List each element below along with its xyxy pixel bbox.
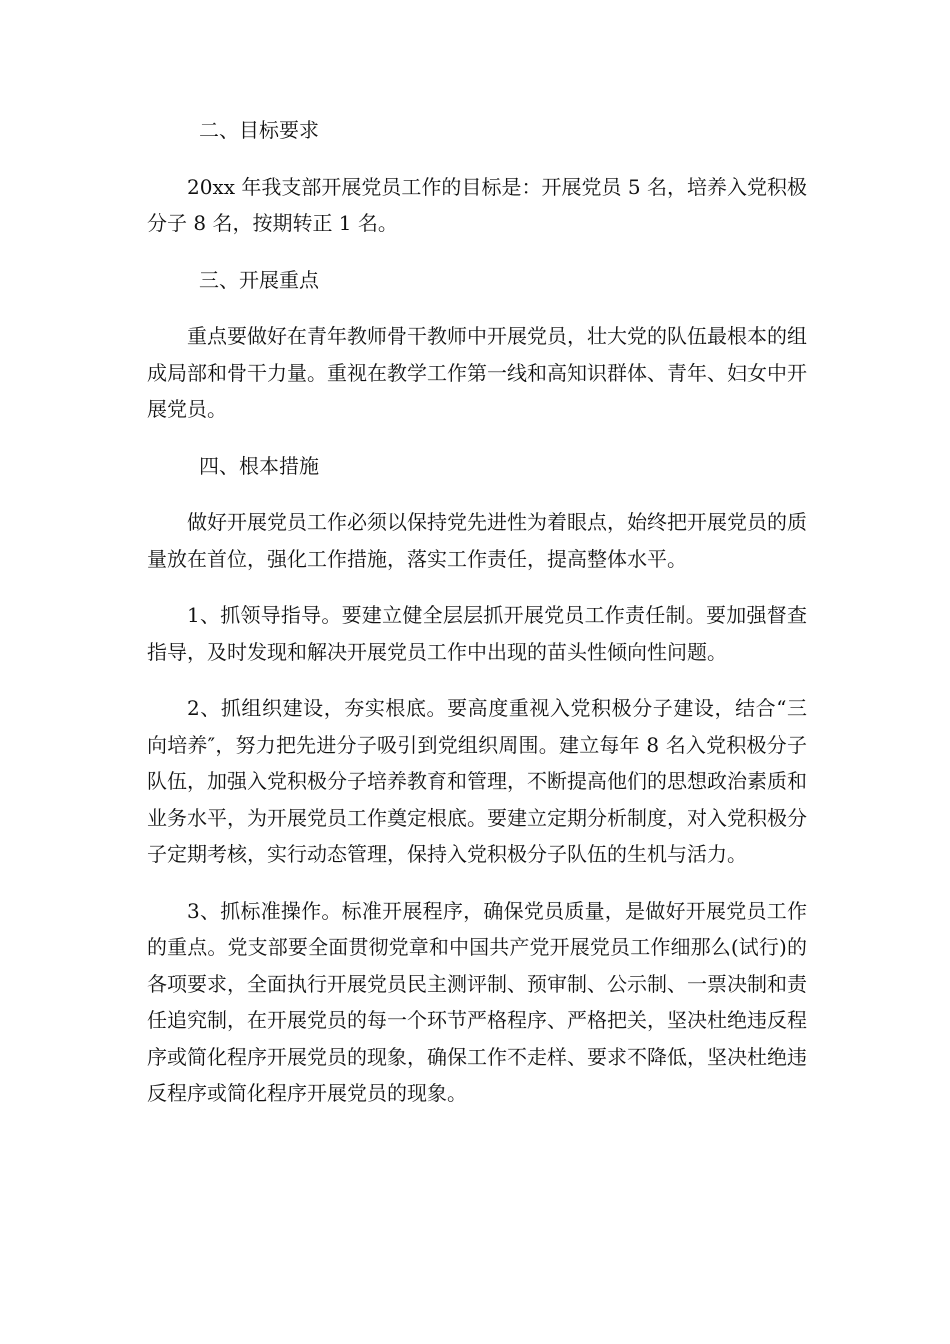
goals-paragraph: 20xx 年我支部开展党员工作的目标是：开展党员 5 名，培养入党积极分子 8 名，按期转正 1 名。 [147, 174, 807, 235]
measure-item-1: 1、抓领导指导。要建立健全层层抓开展党员工作责任制。要加强督查指导，及时发现和解决开展党员工作中出现的苗头性倾向性问题。 [147, 603, 807, 664]
measure-item-3: 3、抓标准操作。标准开展程序，确保党员质量，是做好开展党员工作的重点。党支部要全面贯彻党章和中国共产党开展党员工作细那么(试行)的各项要求，全面执行开展党员民主测评制、预审制、公示制、一票决制和责任追究制，在开展党员的每一个环节严格程序、严格把关，坚决杜绝违反程序或简化程序开展党员的现象，确保工作不走样、要求不降低，坚决杜绝违反程序或简化程序开展党员的现象。 [147, 898, 807, 1105]
section-heading-measures: 四、根本措施 [199, 453, 319, 478]
measures-intro-paragraph: 做好开展党员工作必须以保持党先进性为着眼点，始终把开展党员的质量放在首位，强化工作措施，落实工作责任，提高整体水平。 [147, 510, 807, 571]
section-heading-goals: 二、目标要求 [199, 118, 319, 142]
section-heading-focus: 三、开展重点 [199, 267, 319, 292]
document-body [147, 112, 807, 1132]
measure-item-2: 2、抓组织建设，夯实根底。要高度重视入党积极分子建设，结合“三向培养″，努力把先进分子吸引到党组织周围。建立每年 8 名入党积极分子队伍，加强入党积极分子培养教育和管理，不断提高他们的思想政治素质和业务水平，为开展党员工作奠定根底。要建立定期分析制度，对入党积极分子定期考核，实行动态管理，保持入党积极分子队伍的生机与活力。 [147, 696, 807, 866]
focus-paragraph: 重点要做好在青年教师骨干教师中开展党员，壮大党的队伍最根本的组成局部和骨干力量。重视在教学工作第一线和高知识群体、青年、妇女中开展党员。 [147, 324, 807, 421]
